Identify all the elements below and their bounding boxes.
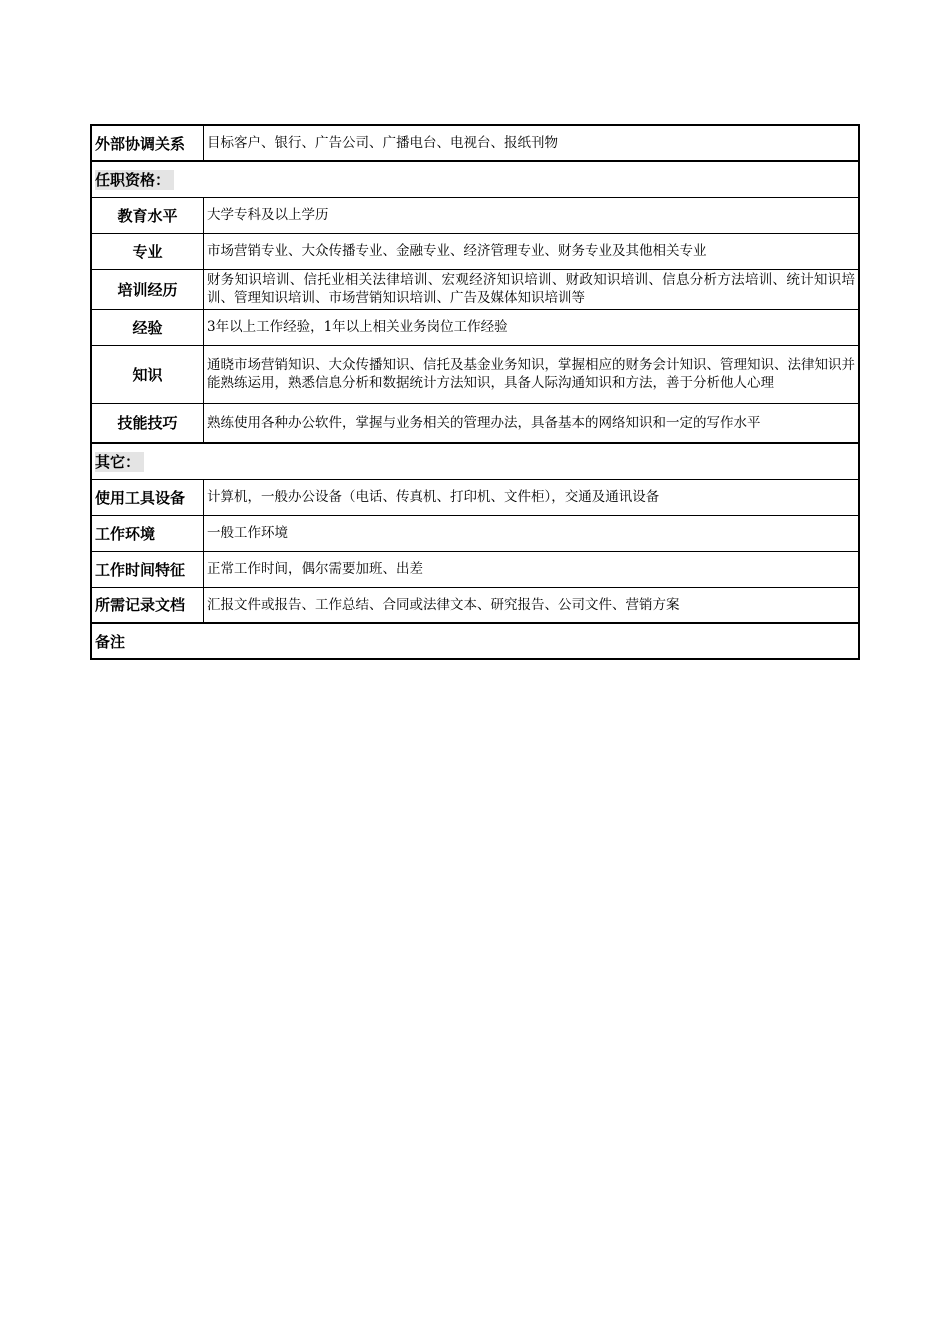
row-value-education: 大学专科及以上学历 <box>204 197 860 233</box>
row-label-knowledge: 知识 <box>91 345 204 403</box>
row-value-tools: 计算机，一般办公设备（电话、传真机、打印机、文件柜），交通及通讯设备 <box>204 479 860 515</box>
section-header-row <box>91 623 859 659</box>
row-value-documents: 汇报文件或报告、工作总结、合同或法律文本、研究报告、公司文件、营销方案 <box>204 587 860 623</box>
row-value-experience: 3年以上工作经验，1年以上相关业务岗位工作经验 <box>204 309 860 345</box>
row-label-education: 教育水平 <box>91 197 204 233</box>
row-label-external-relations: 外部协调关系 <box>91 125 204 161</box>
row-label-major: 专业 <box>91 233 204 269</box>
section-qualifications-title: 任职资格： <box>95 170 174 190</box>
section-remarks-title: 备注 <box>95 632 126 651</box>
table-row <box>91 197 859 233</box>
row-label-experience: 经验 <box>91 309 204 345</box>
table-row <box>91 479 859 515</box>
section-other-cell <box>91 443 859 479</box>
row-value-knowledge: 通晓市场营销知识、大众传播知识、信托及基金业务知识，掌握相应的财务会计知识、管理知识、法律知识并能熟练运用，熟悉信息分析和数据统计方法知识，具备人际沟通知识和方法，善于分析他人心理 <box>204 345 860 403</box>
row-label-skills: 技能技巧 <box>91 403 204 443</box>
table-row <box>91 345 859 403</box>
row-label-training: 培训经历 <box>91 269 204 309</box>
table-row <box>91 551 859 587</box>
table-row <box>91 515 859 551</box>
job-description-table <box>90 124 860 660</box>
row-label-documents: 所需记录文档 <box>91 587 204 623</box>
row-value-external-relations: 目标客户、银行、广告公司、广播电台、电视台、报纸刊物 <box>204 125 860 161</box>
section-header-row <box>91 161 859 197</box>
table-row <box>91 233 859 269</box>
section-header-row <box>91 443 859 479</box>
table-row <box>91 269 859 309</box>
section-remarks-cell <box>91 623 859 659</box>
row-label-environment: 工作环境 <box>91 515 204 551</box>
row-value-skills: 熟练使用各种办公软件，掌握与业务相关的管理办法，具备基本的网络知识和一定的写作水平 <box>204 403 860 443</box>
row-value-training: 财务知识培训、信托业相关法律培训、宏观经济知识培训、财政知识培训、信息分析方法培训、统计知识培训、管理知识培训、市场营销知识培训、广告及媒体知识培训等 <box>204 269 860 309</box>
section-other-title: 其它： <box>95 452 144 472</box>
table-row <box>91 125 859 161</box>
row-label-tools: 使用工具设备 <box>91 479 204 515</box>
row-value-work-hours: 正常工作时间，偶尔需要加班、出差 <box>204 551 860 587</box>
table-row <box>91 309 859 345</box>
table-row <box>91 587 859 623</box>
row-label-work-hours: 工作时间特征 <box>91 551 204 587</box>
section-qualifications-cell <box>91 161 859 197</box>
row-value-environment: 一般工作环境 <box>204 515 860 551</box>
table-row <box>91 403 859 443</box>
row-value-major: 市场营销专业、大众传播专业、金融专业、经济管理专业、财务专业及其他相关专业 <box>204 233 860 269</box>
